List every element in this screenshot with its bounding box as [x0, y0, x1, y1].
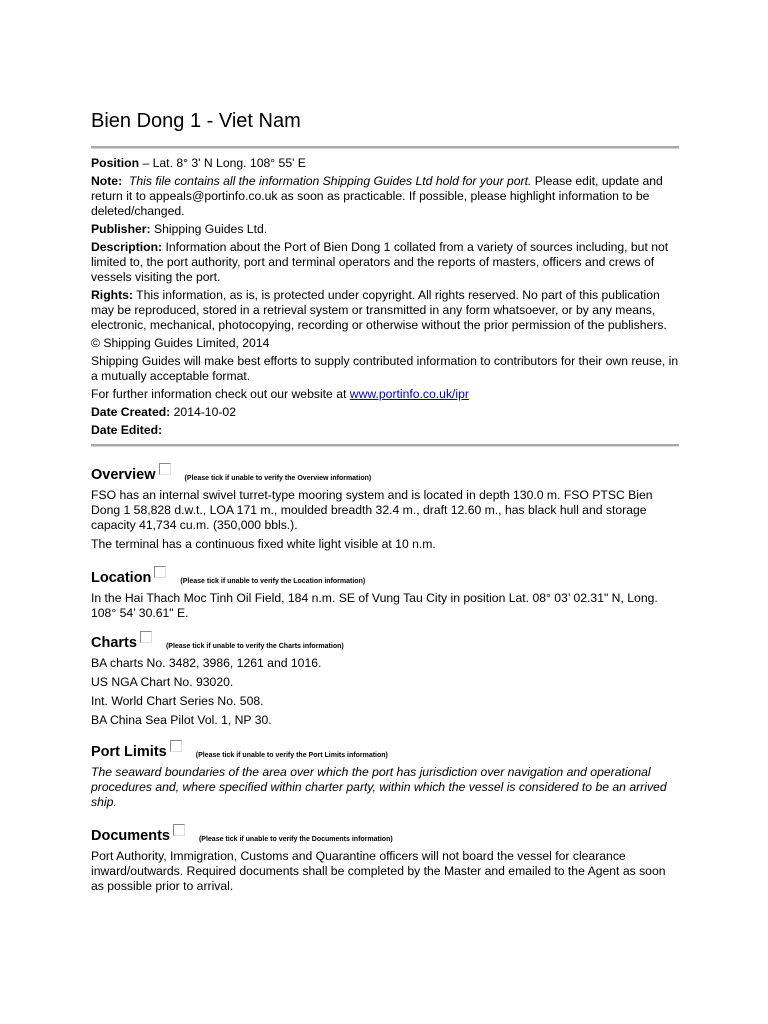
- note-label: Note:: [91, 174, 123, 188]
- location-title: Location: [91, 570, 152, 586]
- description-value: Information about the Port of Bien Dong 1 collated from a variety of sources including, but not limited to, the port authority, port and terminal operators and the reports of masters, officers and crews of vessels visiting the port.: [91, 240, 669, 284]
- charts-header: [91, 631, 679, 652]
- efforts-line: Shipping Guides will make best efforts to supply contributed information to contributors for their own reuse, in a mutually acceptable format.: [91, 354, 679, 383]
- publisher-value: Shipping Guides Ltd.: [150, 222, 268, 236]
- copyright-line: © Shipping Guides Limited, 2014: [91, 336, 270, 350]
- chart-item: Int. World Chart Series No. 508.: [91, 694, 264, 708]
- overview-checkbox[interactable]: [159, 463, 171, 475]
- position-value: – Lat. 8° 3' N Long. 108° 55' E: [139, 156, 306, 170]
- documents-header: [91, 824, 679, 845]
- note-text: Please edit, update and return it to appeals@portinfo.co.uk as soon as practicable. If possible, please highlight information to be deleted/changed.: [91, 174, 663, 218]
- overview-note: (Please tick if unable to verify the Overview information): [184, 475, 372, 482]
- chart-item: BA China Sea Pilot Vol. 1, NP 30.: [91, 713, 272, 727]
- note-line: [91, 174, 679, 219]
- position-label: Position: [91, 156, 140, 170]
- charts-title: Charts: [91, 635, 137, 651]
- overview-section: [91, 463, 679, 552]
- location-section: [91, 566, 679, 621]
- further-info-line: [91, 387, 679, 402]
- description-line: [91, 240, 679, 285]
- page-title: Bien Dong 1 - Viet Nam: [91, 110, 301, 132]
- port-limits-checkbox[interactable]: [170, 740, 182, 752]
- location-paragraph: In the Hai Thach Moc Tinh Oil Field, 184 n.m. SE of Vung Tau City in position Lat. 08° 03’ 02.31" N, Long. 108° 54’ 30.61" E.: [91, 591, 658, 620]
- note-italic: This file contains all the information Shipping Guides Ltd hold for your port.: [128, 174, 532, 188]
- port-limits-title: Port Limits: [91, 744, 167, 760]
- port-limits-section: [91, 740, 679, 810]
- location-checkbox[interactable]: [154, 566, 166, 578]
- port-limits-header: [91, 740, 679, 761]
- divider: [91, 146, 679, 149]
- date-created-value: 2014-10-02: [170, 405, 236, 419]
- port-limits-note: (Please tick if unable to verify the Port Limits information): [195, 752, 388, 759]
- date-created-label: Date Created:: [91, 405, 171, 419]
- overview-header: [91, 463, 679, 484]
- documents-paragraph: Port Authority, Immigration, Customs and Quarantine officers will not board the vessel for clearance inward/outwards. Required documents shall be completed by the Master and emailed to the Agent as soon as possible prior to arrival.: [91, 849, 666, 893]
- documents-title: Documents: [91, 828, 170, 844]
- port-limits-text: The seaward boundaries of the area over which the port has jurisdiction over navigation and operational procedures and, where specified within charter party, within which the vessel is considered to be an arrived ship.: [91, 765, 667, 809]
- position-line: [91, 156, 679, 171]
- chart-item: BA charts No. 3482, 3986, 1261 and 1016.: [91, 656, 322, 670]
- date-created-line: [91, 405, 679, 420]
- location-header: [91, 566, 679, 587]
- rights-value: This information, as is, is protected under copyright. All rights reserved. No part of this publication may be reproduced, stored in a retrieval system or transmitted in any form whatsoever, or by any means, electronic, mechanical, photocopying, recording or otherwise without the prior permission of the publishers.: [91, 288, 667, 332]
- rights-line: [91, 288, 679, 333]
- charts-section: [91, 631, 679, 728]
- overview-title: Overview: [91, 467, 156, 483]
- publisher-line: [91, 222, 679, 237]
- documents-note: (Please tick if unable to verify the Documents information): [198, 836, 393, 843]
- overview-paragraph: FSO has an internal swivel turret-type mooring system and is located in depth 130.0 m. FSO PTSC Bien Dong 1 58,828 d.w.t., LOA 171 m., moulded breadth 32.4 m., draft 12.60 m., has black hull and storage capacity 41,734 cu.m. (350,000 bbls.).: [91, 488, 653, 532]
- documents-checkbox[interactable]: [173, 824, 185, 836]
- charts-checkbox[interactable]: [140, 631, 152, 643]
- charts-note: (Please tick if unable to verify the Charts information): [165, 643, 344, 650]
- metadata-block: [91, 156, 679, 438]
- publisher-label: Publisher:: [91, 222, 151, 236]
- date-edited-line: [91, 423, 679, 438]
- document-page: [91, 108, 679, 904]
- description-label: Description:: [91, 240, 163, 254]
- portinfo-link[interactable]: www.portinfo.co.uk/ipr: [349, 387, 469, 401]
- divider: [91, 444, 679, 447]
- date-edited-label: Date Edited:: [91, 423, 163, 437]
- location-note: (Please tick if unable to verify the Location information): [180, 578, 366, 585]
- rights-label: Rights:: [91, 288, 133, 302]
- overview-paragraph: The terminal has a continuous fixed white light visible at 10 n.m.: [91, 537, 436, 551]
- documents-section: [91, 824, 679, 894]
- port-limits-paragraph: [91, 765, 679, 810]
- chart-item: US NGA Chart No. 93020.: [91, 675, 234, 689]
- further-text: For further information check out our website at: [91, 387, 350, 401]
